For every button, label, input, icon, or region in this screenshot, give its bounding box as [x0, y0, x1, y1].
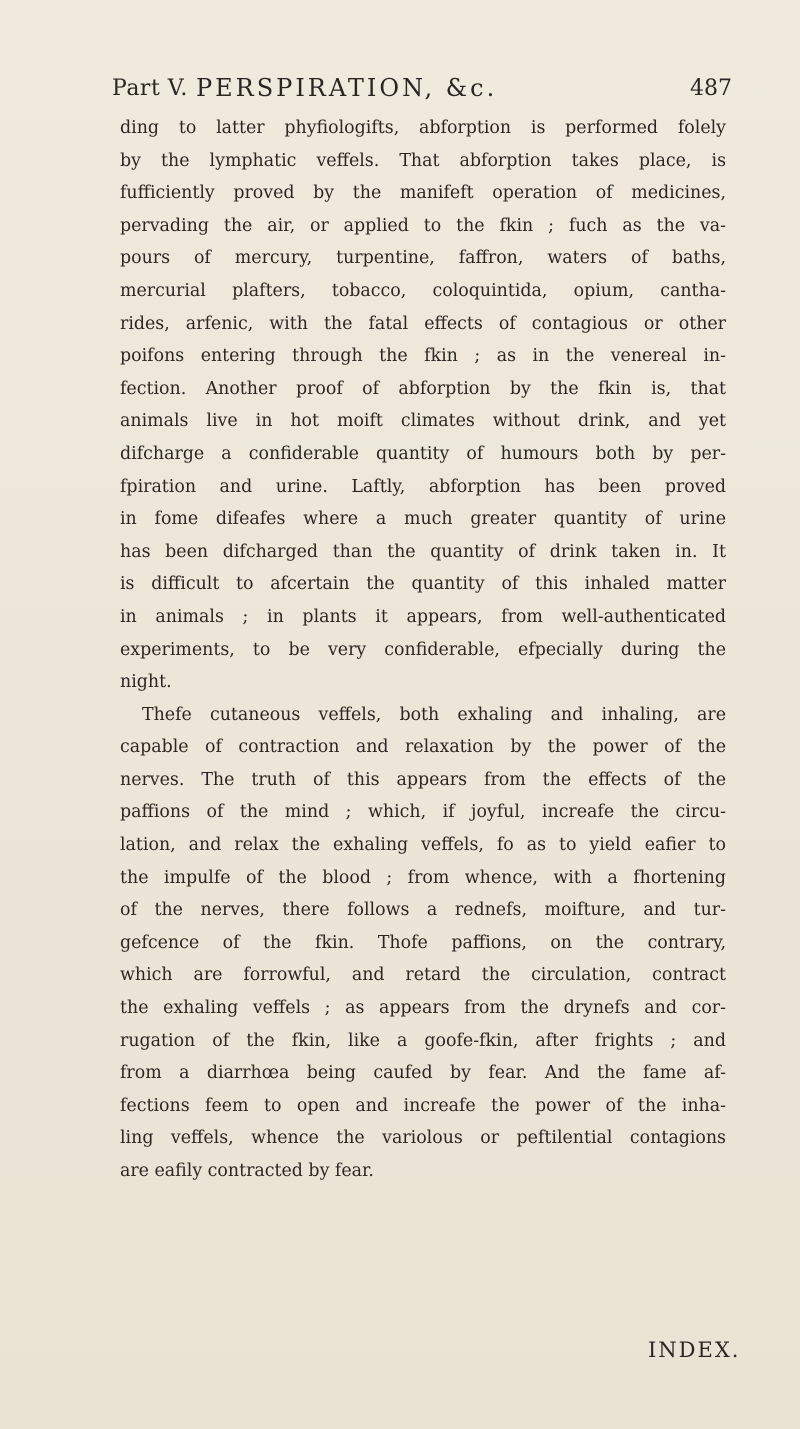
- text-line: gefcence of the fkin. Thofe paffions, on the contrary,: [120, 932, 726, 953]
- text-line: has been difcharged than the quantity of drink taken in. It: [120, 541, 726, 562]
- text-line: which are forrowful, and retard the circulation, contract: [120, 965, 726, 986]
- header-part: Part V.: [112, 76, 188, 101]
- paragraph-2: [120, 699, 726, 1188]
- text-line: experiments, to be very confiderable, efpecially during the: [120, 639, 726, 660]
- text-line: difcharge a confiderable quantity of humours both by per-: [120, 443, 726, 464]
- text-line: lation, and relax the exhaling veffels, fo as to yield eafier to: [120, 835, 726, 856]
- text-line: ding to latter phyfiologifts, abforption is performed folely: [120, 118, 726, 138]
- text-line: paffions of the mind ; which, if joyful, increafe the circu-: [120, 802, 726, 823]
- text-line: the exhaling veffels ; as appears from the drynefs and cor-: [120, 998, 726, 1019]
- catchword: INDEX.: [648, 1338, 741, 1362]
- text-line: rides, arfenic, with the fatal effects of contagious or other: [120, 313, 726, 334]
- text-line: nerves. The truth of this appears from the effects of the: [120, 769, 726, 790]
- text-line: fpiration and urine. Laftly, abforption has been proved: [120, 476, 726, 497]
- text-line: are eafily contracted by fear.: [120, 1161, 374, 1181]
- header-title: PERSPIRATION, &c.: [196, 74, 498, 102]
- text-line: the impulfe of the blood ; from whence, with a fhortening: [120, 867, 726, 888]
- text-line: mercurial plafters, tobacco, coloquintida, opium, cantha-: [120, 280, 726, 301]
- text-line: of the nerves, there follows a rednefs, moifture, and tur-: [120, 900, 726, 921]
- paragraph-1: [120, 112, 726, 699]
- text-line: animals live in hot moift climates without drink, and yet: [120, 411, 726, 432]
- text-line: pervading the air, or applied to the fkin ; fuch as the va-: [120, 215, 726, 236]
- text-line: is difficult to afcertain the quantity of this inhaled matter: [120, 574, 726, 595]
- text-line: rugation of the fkin, like a goofe-fkin, after frights ; and: [120, 1030, 726, 1051]
- text-line: fufficiently proved by the manifeft operation of medicines,: [120, 183, 726, 204]
- body-text: [120, 112, 726, 1188]
- text-line: ling veffels, whence the variolous or peftilential contagions: [120, 1128, 726, 1149]
- text-line: capable of contraction and relaxation by the power of the: [120, 737, 726, 758]
- text-line: Thefe cutaneous veffels, both exhaling and inhaling, are: [142, 704, 726, 725]
- running-header: [112, 68, 732, 108]
- page-number: 487: [690, 76, 732, 101]
- text-line: night.: [120, 672, 172, 693]
- text-line: by the lymphatic veffels. That abforption takes place, is: [120, 150, 726, 171]
- text-line: fections feem to open and increafe the power of the inha-: [120, 1095, 726, 1116]
- text-line: in fome difeafes where a much greater quantity of urine: [120, 509, 726, 530]
- text-line: poifons entering through the fkin ; as in the venereal in-: [120, 346, 726, 367]
- text-line: from a diarrhœa being caufed by fear. And the fame af-: [120, 1063, 726, 1084]
- text-line: in animals ; in plants it appears, from well-authenticated: [120, 606, 726, 627]
- text-line: pours of mercury, turpentine, faffron, waters of baths,: [120, 248, 726, 269]
- text-line: fection. Another proof of abforption by the fkin is, that: [120, 378, 726, 399]
